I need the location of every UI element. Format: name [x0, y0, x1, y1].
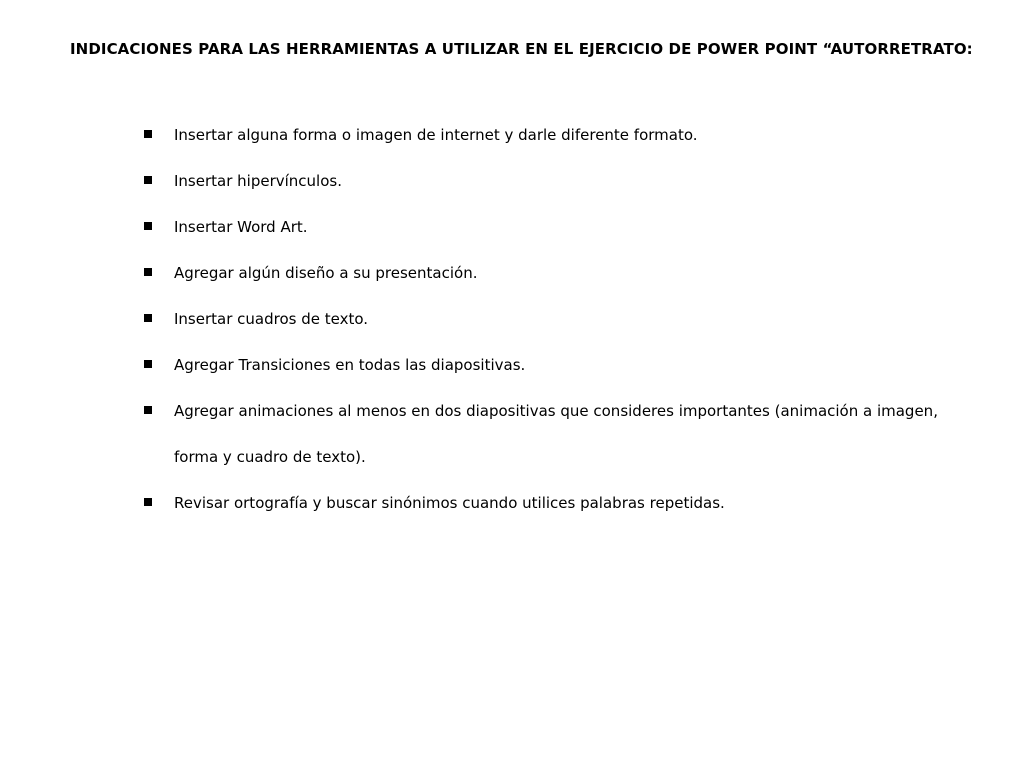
list-item: [140, 388, 940, 480]
list-item: [140, 250, 940, 296]
square-bullet-icon: [144, 498, 152, 506]
list-item-text: Insertar Word Art.: [174, 218, 308, 236]
list-item: [140, 112, 940, 158]
instruction-list: [140, 112, 940, 526]
square-bullet-icon: [144, 406, 152, 414]
list-item: [140, 158, 940, 204]
square-bullet-icon: [144, 268, 152, 276]
list-item-text: Agregar animaciones al menos en dos diapositivas que consideres importantes (animación a imagen, forma y cuadro de texto).: [174, 402, 938, 466]
square-bullet-icon: [144, 222, 152, 230]
square-bullet-icon: [144, 130, 152, 138]
list-item-text: Agregar Transiciones en todas las diapositivas.: [174, 356, 526, 374]
square-bullet-icon: [144, 314, 152, 322]
list-item: [140, 204, 940, 250]
list-item-text: Insertar cuadros de texto.: [174, 310, 369, 328]
list-item-text: Revisar ortografía y buscar sinónimos cuando utilices palabras repetidas.: [174, 494, 725, 512]
square-bullet-icon: [144, 360, 152, 368]
list-item-text: Agregar algún diseño a su presentación.: [174, 264, 478, 282]
list-item: [140, 342, 940, 388]
list-item-text: Insertar hipervínculos.: [174, 172, 342, 190]
square-bullet-icon: [144, 176, 152, 184]
list-item: [140, 480, 940, 526]
list-item: [140, 296, 940, 342]
slide-title: INDICACIONES PARA LAS HERRAMIENTAS A UTILIZAR EN EL EJERCICIO DE POWER POINT “AUTORRETRATO:: [70, 40, 973, 58]
list-item-text: Insertar alguna forma o imagen de internet y darle diferente formato.: [174, 126, 698, 144]
